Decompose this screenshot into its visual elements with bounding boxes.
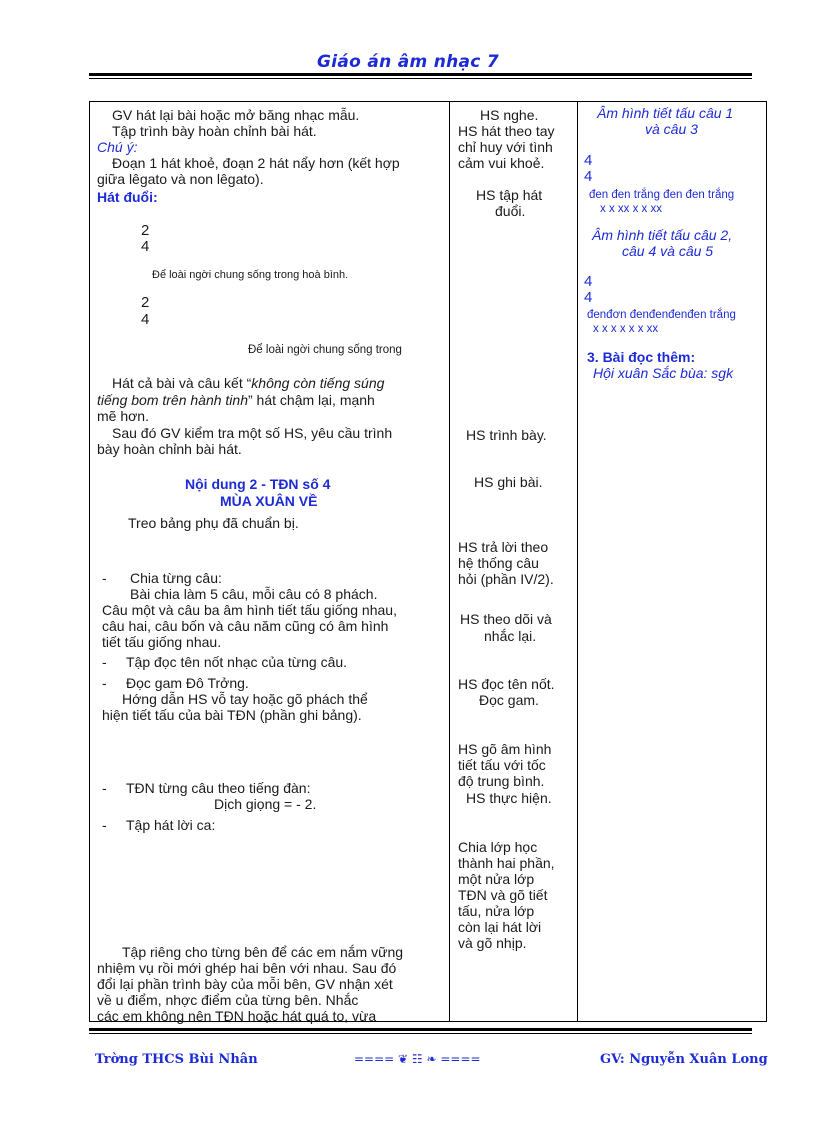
rhythm-heading: Âm hình tiết tấu câu 1 — [597, 105, 734, 121]
text-line: nhiệm vụ rồi mới ghép hai bên với nhau. Sau đó — [97, 960, 397, 976]
text-line: tấu, nửa lớp — [458, 903, 535, 919]
text-line: giữa lêgato và non lêgato). — [97, 171, 264, 187]
footer-school: Trờng THCS Bùi Nhân — [95, 1052, 258, 1067]
text-line: HS hát theo tay — [458, 123, 555, 139]
text-line: các em không nên TĐN hoặc hát quá to, vừa — [97, 1008, 377, 1024]
text-line: Hội xuân Sắc bùa: sgk — [593, 365, 734, 381]
list-bullet: - — [102, 675, 107, 691]
text-line: chỉ huy với tình — [458, 139, 553, 155]
list-bullet: - — [102, 817, 107, 833]
text-line: Dịch giọng = - 2. — [214, 796, 317, 812]
text-line: một nửa lớp — [458, 871, 535, 887]
text-line: HS trả lời theo — [458, 539, 549, 555]
section-heading: 3. Bài đọc thêm: — [587, 349, 696, 365]
text-line: Tập riêng cho từng bên để các em nắm vững — [122, 944, 404, 960]
text-line: HS nghe. — [480, 107, 539, 123]
section-subheading: MÙA XUÂN VỀ — [220, 493, 318, 509]
text-line: độ trung bình. — [458, 773, 545, 789]
text-line: TĐN và gõ tiết — [458, 887, 548, 903]
lyric-line: Để loài ngời chung sống trong — [248, 344, 402, 356]
text-line: Câu một và câu ba âm hình tiết tấu giống nhau, — [102, 602, 397, 618]
list-bullet: - — [102, 780, 107, 796]
text-line: Đọc gam. — [479, 692, 539, 708]
text-line: HS trình bày. — [466, 427, 547, 443]
rhythm-beats: x x x x x x xx — [593, 323, 659, 335]
time-signature-bottom: 4 — [584, 168, 593, 185]
time-signature-top: 2 — [141, 222, 150, 239]
text-line: nhắc lại. — [484, 628, 537, 644]
text-line: HS tập hát — [476, 187, 543, 203]
text-line: tiết tấu với tốc — [458, 757, 546, 773]
text-line: HS gõ âm hình — [458, 741, 552, 757]
note-label: Chú ý: — [97, 139, 138, 155]
rhythm-notes: đenđơn đenđenđenđen trắng — [587, 309, 736, 321]
text-line: đổi lại phần trình bày của mỗi bên, GV nhận xét — [97, 976, 393, 992]
text-line: HS thực hiện. — [466, 790, 552, 806]
text-line: còn lại hát lời — [458, 919, 542, 935]
text-line: câu hai, câu bốn và câu năm cũng có âm hình — [102, 618, 389, 634]
text-line: bày hoàn chỉnh bài hát. — [97, 441, 242, 457]
section-label: Hát đuổi: — [97, 189, 158, 205]
rhythm-heading: Âm hình tiết tấu câu 2, — [592, 227, 733, 243]
time-signature-top: 4 — [584, 273, 593, 290]
footer-teacher: GV: Nguyễn Xuân Long — [600, 1052, 768, 1067]
footer-ornament: ==== ❦ ☷ ❧ ==== — [354, 1052, 481, 1066]
text-line: HS theo dõi và — [460, 611, 552, 627]
lesson-table — [89, 101, 767, 1022]
text-line: hiện tiết tấu của bài TĐN (phần ghi bảng). — [102, 707, 362, 723]
text-line: Tập hát lời ca: — [126, 817, 216, 833]
text-line: Đọc gam Đô Trởng. — [126, 675, 249, 691]
list-bullet: - — [102, 570, 107, 586]
text-line: Hát cả bài và câu kết “không còn tiếng súng — [112, 375, 385, 391]
page-title: Giáo án âm nhạc 7 — [316, 52, 500, 72]
rhythm-heading: và câu 3 — [645, 121, 698, 137]
text-line: Chia lớp học — [458, 839, 538, 855]
footer-rule-thin — [89, 1033, 752, 1034]
text-line: cảm vui khoẻ. — [458, 155, 545, 171]
rhythm-heading: câu 4 và câu 5 — [622, 243, 714, 259]
text-line: và gõ nhịp. — [458, 935, 527, 951]
text-line: Chia từng câu: — [130, 570, 222, 586]
text-line: Đoạn 1 hát khoẻ, đoạn 2 hát nẩy hơn (kết hợp — [112, 155, 400, 171]
rhythm-notes: đen đen trắng đen đen trắng — [589, 189, 735, 201]
text-line: đuổi. — [495, 203, 526, 219]
text-line: Bài chia làm 5 câu, mỗi câu có 8 phách. — [130, 586, 378, 602]
text-line: GV hát lại bài hoặc mở băng nhạc mẫu. — [112, 107, 360, 123]
text-line: TĐN từng câu theo tiếng đàn: — [126, 780, 311, 796]
text-line: Treo bảng phụ đã chuẩn bị. — [128, 515, 299, 531]
lyric-line: Để loài ngời chung sống trong hoà bình. — [152, 269, 349, 281]
time-signature-bottom: 4 — [141, 311, 150, 328]
footer-rule-thick — [89, 1028, 752, 1031]
column-divider-1 — [449, 102, 450, 1021]
text-line: HS ghi bài. — [474, 474, 543, 490]
text-line: Hớng dẫn HS vỗ tay hoặc gõ phách thể — [122, 691, 368, 707]
header-rule-thin — [89, 78, 752, 79]
text-line: hệ thống câu — [458, 555, 539, 571]
text-line: thành hai phần, — [458, 855, 555, 871]
section-heading: Nội dung 2 - TĐN số 4 — [185, 476, 331, 492]
text-line: tiết tấu giống nhau. — [102, 634, 222, 650]
time-signature-top: 4 — [584, 152, 593, 169]
text-line: HS đọc tên nốt. — [458, 676, 555, 692]
text-line: mẽ hơn. — [97, 408, 149, 424]
list-bullet: - — [102, 654, 107, 670]
header-rule-thick — [89, 73, 752, 76]
rhythm-beats: x x xx x x xx — [600, 203, 662, 215]
time-signature-top: 2 — [141, 294, 150, 311]
time-signature-bottom: 4 — [584, 289, 593, 306]
text-line: hỏi (phần IV/2). — [458, 571, 554, 587]
text-line: tiếng bom trên hành tinh” hát chậm lại, mạnh — [97, 392, 375, 408]
text-line: Tập đọc tên nốt nhạc của từng câu. — [126, 654, 348, 670]
text-line: về u điểm, nhợc điểm của từng bên. Nhắc — [97, 992, 359, 1008]
text-line: Sau đó GV kiểm tra một số HS, yêu cầu trình — [112, 425, 393, 441]
text-line: Tập trình bày hoàn chỉnh bài hát. — [112, 123, 317, 139]
column-divider-2 — [577, 102, 578, 1021]
time-signature-bottom: 4 — [141, 238, 150, 255]
